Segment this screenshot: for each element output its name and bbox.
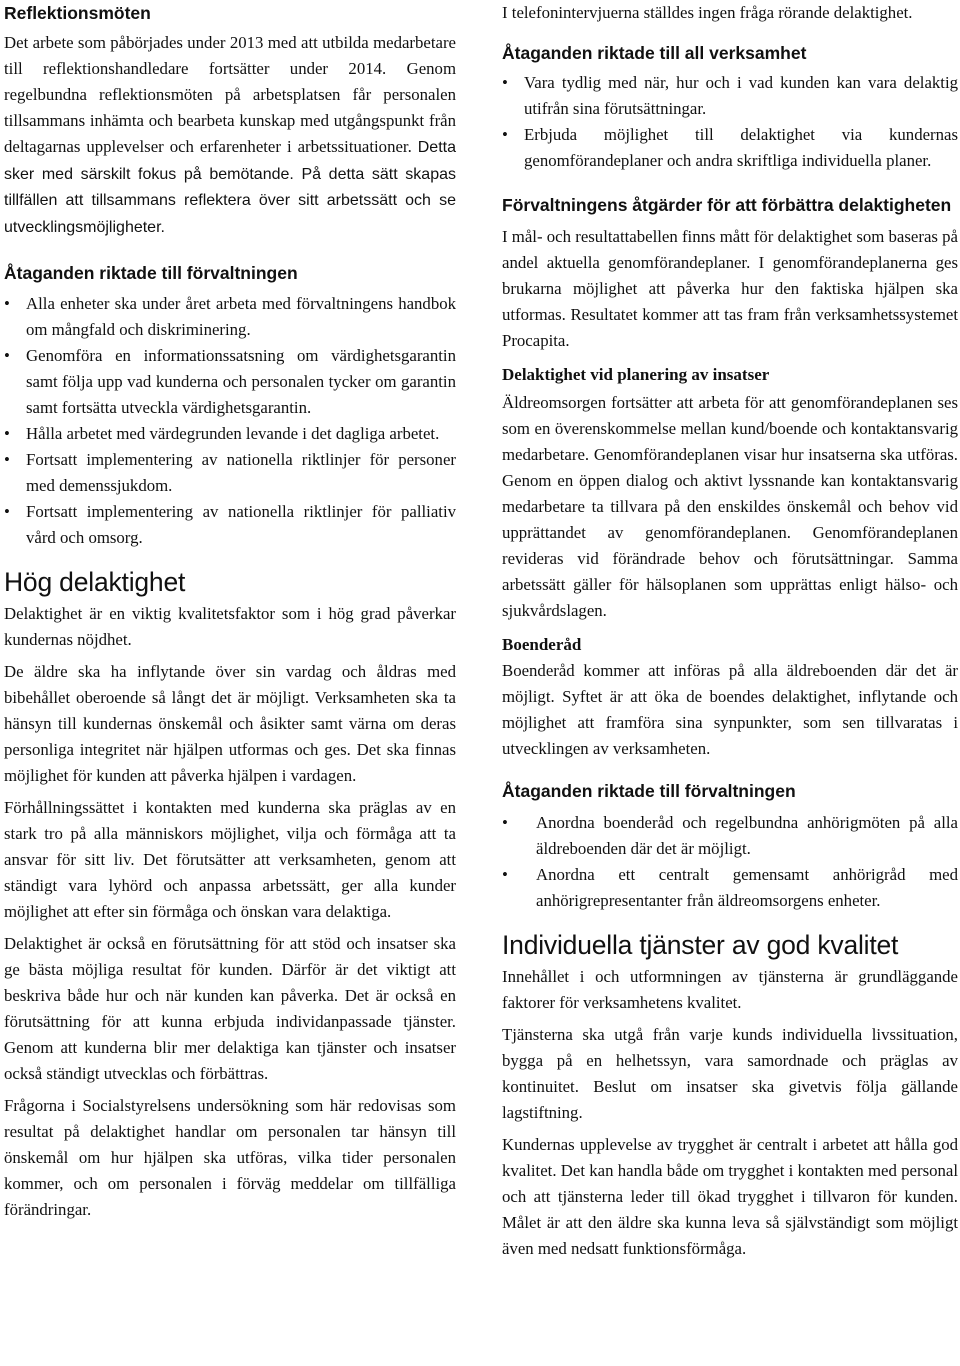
paragraph: Förhållningssättet i kontakten med kunderna ska präglas av en stark tro på alla människors möjlighet, vilja och förmåga att ta ansvar för sitt liv. Det förutsätter att verksamheten, genom att ständigt vara lyhörd och anpassa arbetssätt, ger alla kunder möjlighet att efter sin förmåga och önskan vara delaktiga. (4, 798, 456, 921)
paragraph: De äldre ska ha inflytande över sin vardag och åldras med bibehållet oberoende så långt det är möjligt. Verksamheten ska ta hänsyn till kundernas önskemål och åsikter samt värna om deras personliga integritet när hjälpen utformas och ges. Det ska finnas möjlighet för kunden att påverka hjälpen i vardagen. (4, 662, 456, 785)
list-item: • Genomföra en informationssatsning om värdighetsgarantin samt följa upp vad kunderna och personalen tycker om garantin samt fortsätta utveckla värdighetsgarantin. (4, 343, 456, 421)
list-ataganden-forvaltningen (4, 291, 456, 551)
paragraph: Kundernas upplevelse av trygghet är centralt i arbetet att hålla god kvalitet. Det kan handla både om trygghet i kontakten med personal och att tjänsterna leder till ökad trygghet i tillvaron för kunden. Målet är att den äldre ska kunna leva så självständigt som möjligt även med nedsatt funktionsförmåga. (502, 1135, 958, 1258)
paragraph: Frågorna i Socialstyrelsens undersökning som här redovisas som resultat på delaktighet handlar om personalen tar hänsyn till önskemål om hur hjälpen ska utföras, vilka tider personalen kommer, och om personalen i förväg meddelar om tillfälliga förändringar. (4, 1096, 456, 1219)
list-item: • Anordna boenderåd och regelbundna anhörigmöten på alla äldreboenden där det är möjligt. (502, 810, 958, 862)
bullet-icon: • (4, 450, 10, 469)
list-ataganden-forvaltningen-right (502, 810, 958, 914)
heading-ataganden-forvaltningen: Åtaganden riktade till förvaltningen (4, 263, 298, 283)
bullet-icon: • (502, 813, 508, 832)
list-item: • Fortsatt implementering av nationella riktlinjer för personer med demenssjukdom. (4, 447, 456, 499)
heading-boenderad: Boenderåd (502, 635, 582, 654)
paragraph: Tjänsterna ska utgå från varje kunds individuella livssituation, bygga på en helhetssyn, vara samordnade och präglas av kontinuitet. Beslut om insatser ska givetvis följa gällande lagstiftning. (502, 1025, 958, 1122)
list-item: • Hålla arbetet med värdegrunden levande i det dagliga arbetet. (4, 421, 456, 447)
paragraph: Delaktighet är också en förutsättning för att stöd och insatser ska ge bästa möjliga resultat för kunden. Därför är det viktigt att beskriva både hur och när kunden kan påverka. Det är också en förutsättning för att kunna erbjuda individanpassade tjänster. Genom att kunderna blir mer delaktiga kan tjänster och insatser också ständigt utvecklas och förbättras. (4, 934, 456, 1083)
left-column (4, 0, 456, 1223)
paragraph-intro: I telefonintervjuerna ställdes ingen fråga rörande delaktighet. (502, 3, 913, 22)
paragraph-reflektion (4, 30, 456, 240)
heading-individuella-tjanster: Individuella tjänster av god kvalitet (502, 930, 899, 960)
paragraph-reflektion-sans: Detta sker med särskilt fokus på bemötande. På detta sätt skapas tillfällen att tillsammans reflektera över sitt arbetssätt och se utvecklingsmöjligheter. (4, 139, 456, 236)
paragraph: Innehållet i och utformningen av tjänsterna är grundläggande faktorer för verksamhetens kvalitet. (502, 967, 958, 1012)
right-column (502, 0, 958, 1262)
list-item: • Vara tydlig med när, hur och i vad kunden kan vara delaktig utifrån sina förutsättningar. (502, 70, 958, 122)
heading-ataganden-forvaltningen-right: Åtaganden riktade till förvaltningen (502, 781, 796, 801)
list-item: • Alla enheter ska under året arbeta med förvaltningens handbok om mångfald och diskriminering. (4, 291, 456, 343)
heading-forvaltningens-atgarder: Förvaltningens åtgärder för att förbättra delaktigheten (502, 195, 952, 215)
heading-ataganden-all-verksamhet: Åtaganden riktade till all verksamhet (502, 43, 807, 63)
list-ataganden-all-verksamhet (502, 70, 958, 174)
bullet-icon: • (4, 346, 10, 365)
paragraph-planering: Äldreomsorgen fortsätter att arbeta för att genomförandeplanen ses som en överenskommelse mellan kund/boende och kontaktansvarig medarbetare. Genomförandeplanen visar hur insatserna ska utföras. Genom en öppen dialog och aktivt lyssnande kan kontaktansvarig medarbetare ta tillvara på den enskildes önskemål och behov vid upprättandet av genomförandeplanen. Genomförandeplanen revideras vid förändrade behov och förutsättningar. Samma arbetssätt gäller för hälsoplanen som upprättas enligt hälso- och sjukvårdslagen. (502, 393, 958, 620)
paragraph-reflektion-serif: Det arbete som påbörjades under 2013 med att utbilda medarbetare till reflektionshandledare fortsätter under 2014. Genom regelbundna reflektionsmöten på arbetsplatsen får personalen tillsammans inhämta och bearbeta kunskap med utgångspunkt från deltagarnas upplevelser och erfarenheter i arbetssituationer. (4, 33, 456, 156)
paragraph: Delaktighet är en viktig kvalitetsfaktor som i hög grad påverkar kundernas nöjdhet. (4, 604, 456, 649)
bullet-icon: • (4, 502, 10, 521)
bullet-icon: • (4, 424, 10, 443)
heading-reflektionsmoten: Reflektionsmöten (4, 3, 151, 23)
list-item: • Erbjuda möjlighet till delaktighet via kundernas genomförandeplaner och andra skriftliga individuella planer. (502, 122, 958, 174)
bullet-icon: • (502, 73, 508, 92)
bullet-icon: • (502, 125, 508, 144)
heading-delaktighet-planering: Delaktighet vid planering av insatser (502, 365, 770, 384)
list-item: • Fortsatt implementering av nationella riktlinjer för palliativ vård och omsorg. (4, 499, 456, 551)
bullet-icon: • (502, 865, 508, 884)
paragraph-boenderad: Boenderåd kommer att införas på alla äldreboenden där det är möjligt. Syftet är att öka de boendes delaktighet, inflytande och möjlighet att framföra sina synpunkter, som sen tillvaratas i utvecklingen av verksamheten. (502, 661, 958, 758)
paragraph-atgarder: I mål- och resultattabellen finns mått för delaktighet som baseras på andel aktuella genomförandeplaner. I genomförandeplanerna ges brukarna möjlighet att påverka hur den faktiska hjälpen ska utformas. Resultatet kommer att tas fram från verksamhetssystemet Procapita. (502, 227, 958, 350)
bullet-icon: • (4, 294, 10, 313)
list-item: • Anordna ett centralt gemensamt anhörigråd med anhörigrepresentanter från äldreomsorgens enheter. (502, 862, 958, 914)
heading-hog-delaktighet: Hög delaktighet (4, 567, 186, 597)
